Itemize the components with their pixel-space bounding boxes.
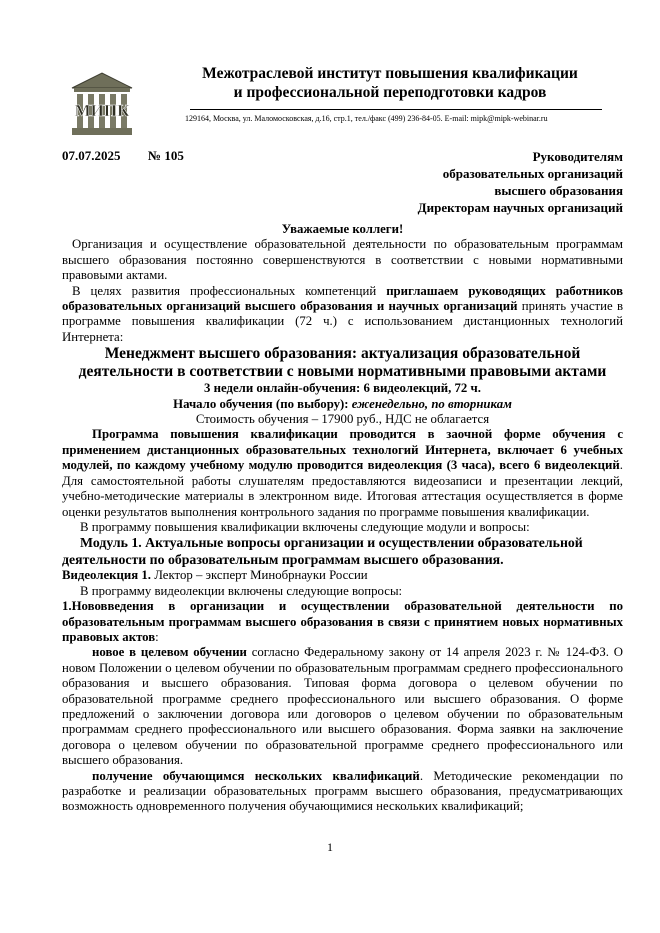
- org-name: [175, 64, 605, 102]
- paragraph-program: [62, 427, 623, 519]
- list-item-title: новое в целевом обучении: [92, 645, 247, 660]
- paragraph-invitation: [62, 284, 623, 346]
- lecture-1: [62, 568, 623, 583]
- recipient-line: Руководителям: [532, 149, 623, 164]
- course-start: [62, 397, 623, 412]
- question-1-colon: :: [155, 629, 159, 644]
- letter-body: [62, 222, 623, 815]
- list-item: [62, 769, 623, 815]
- org-address: 129164, Москва, ул. Маломосковская, д.16, стр.1, тел./факс (499) 236-84-05. E-mail: mipk@mipk-webinar.ru: [185, 114, 548, 123]
- letter-number: № 105: [148, 148, 184, 163]
- list-item-text: согласно Федеральному закону от 14 апреля 2023 г. № 124-ФЗ. О новом Положении о целевом обучении по образовательным программам среднего профессионального образования и высшего образования. Типовая форма договора о целевом обучении по образовательной программе среднего профессионального или высшего образования. О форме предложений о заключении договора или договоров о целевом обучении по образовательным программам среднего профессионального или высшего образования. Форма заявки на заключение договора о целевом обучении по образовательной программе среднего профессионального или высшего образования.: [62, 645, 623, 768]
- list-item-title: получение обучающимся нескольких квалификаций: [92, 768, 420, 783]
- building-columns-icon: [68, 70, 136, 138]
- greeting: Уважаемые коллеги!: [281, 222, 404, 236]
- logo-text: МИПК: [74, 101, 130, 120]
- letter-date: 07.07.2025: [62, 148, 121, 163]
- course-duration: 3 недели онлайн-обучения: 6 видеолекций, 72 ч.: [204, 381, 481, 396]
- question-1-text: 1.Нововведения в организации и осуществлении образовательной деятельности по образовательным программам высшего образования в связи с принятием новых нормативных правовых актов: [62, 599, 623, 644]
- course-start-label: Начало обучения (по выбору):: [173, 396, 352, 411]
- header-divider: [190, 109, 602, 110]
- module-1-title: Модуль 1. Актуальные вопросы организации и осуществлении образовательной деятельности по образовательным программам высшего образования.: [62, 535, 583, 567]
- invitation-audience: приглашаем руководящих работников образовательных организаций высшего образования и научных организаций: [62, 283, 623, 314]
- invitation-tail: принять участие в программе повышения квалификации (72 ч.) с использованием дистанционных технологий Интернета:: [62, 299, 623, 344]
- paragraph-intro: Организация и осуществление образовательной деятельности по образовательным программам высшего образования постоянно совершенствуются в соответствии с новыми нормативными правовыми актами.: [62, 237, 623, 283]
- recipient-line: Директорам научных организаций: [417, 200, 623, 215]
- program-summary: Программа повышения квалификации проводится в заочной форме обучения с применением дистанционных образовательных технологий Интернета, включает 6 учебных модулей, по каждому учебному модулю проводится видеолекция (3 часа), всего 6 видеолекций: [62, 427, 623, 473]
- question-1: [62, 599, 623, 645]
- recipient-line: высшего образования: [494, 183, 623, 198]
- org-name-line1: Межотраслевой институт повышения квалификации: [202, 65, 578, 82]
- list-item: [62, 645, 623, 768]
- org-name-line2: и профессиональной переподготовки кадров: [233, 84, 547, 101]
- list-item-text: . Методические рекомендации по разработке и реализации образовательных программ высшего образования, предусматривающих возможность одновременного получения обучающимися нескольких квалификаций;: [62, 768, 623, 814]
- paragraph-modules-intro: В программу повышения квалификации включены следующие модули и вопросы:: [80, 519, 530, 534]
- course-title: Менеджмент высшего образования: актуализация образовательной деятельности в соответствии с новыми нормативными правовыми актами: [78, 345, 607, 381]
- recipients-block: [418, 148, 623, 216]
- lecture-1-lecturer: Лектор – эксперт Минобрнауки России: [151, 568, 368, 583]
- paragraph-questions-intro: В программу видеолекции включены следующие вопросы:: [80, 583, 403, 598]
- lecture-1-label: Видеолекция 1.: [62, 568, 151, 583]
- course-price: Стоимость обучения – 17900 руб., НДС не облагается: [195, 412, 490, 427]
- program-details: . Для самостоятельной работы слушателям предоставляются видеозаписи и презентации лекций, учебно-методические материалы в электронном виде. Итоговая аттестация осуществляется в форме оценки результатов выполнения контрольного задания по программе повышения квалификации.: [62, 458, 623, 519]
- page-number: 1: [327, 840, 333, 854]
- course-start-value: еженедельно, по вторникам: [351, 396, 512, 411]
- invitation-lead: В целях развития профессиональных компетенций: [72, 283, 387, 298]
- recipient-line: образовательных организаций: [442, 166, 623, 181]
